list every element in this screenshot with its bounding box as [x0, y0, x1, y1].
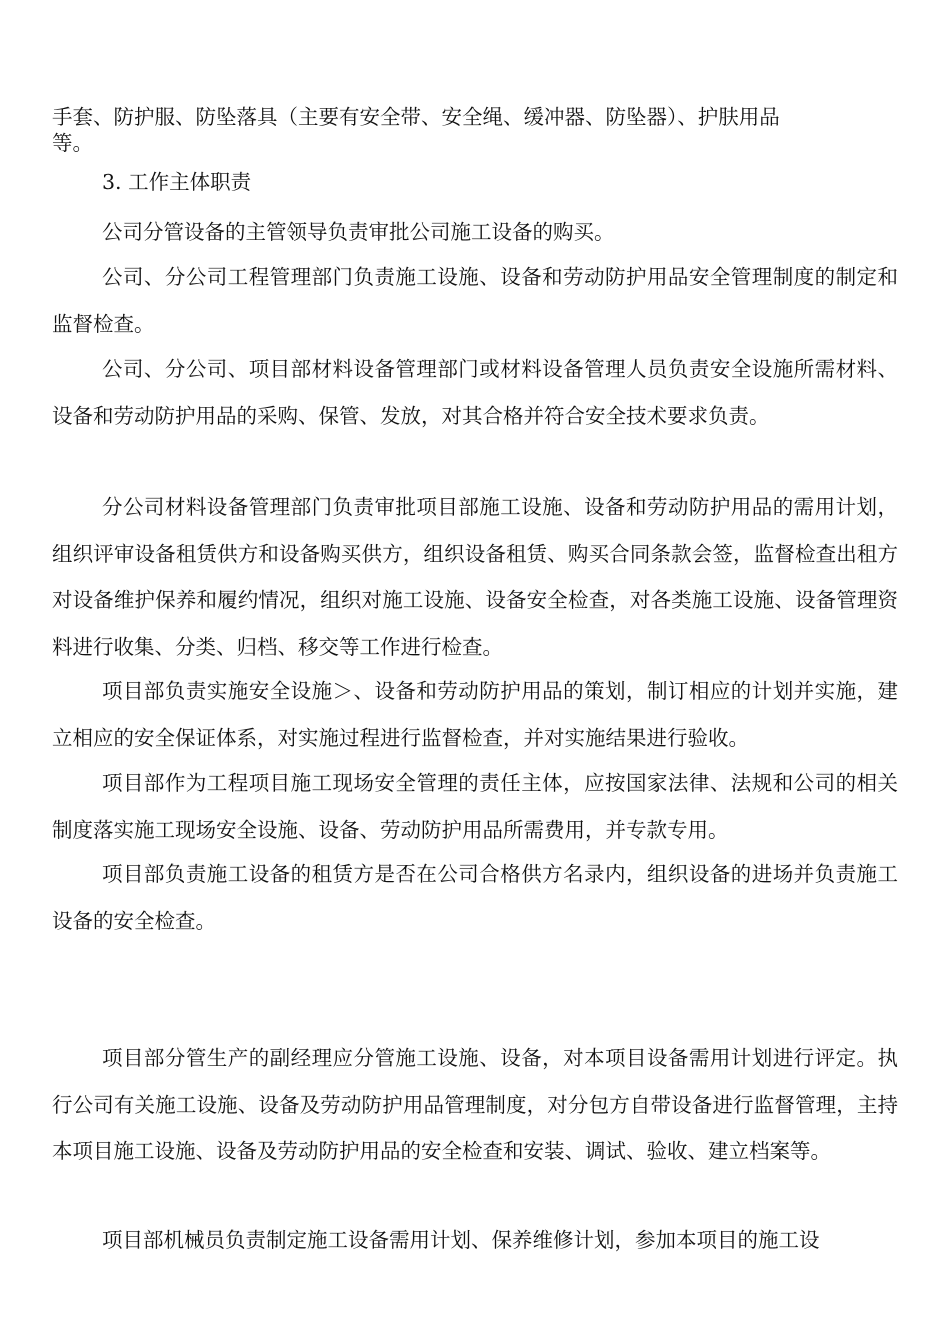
paragraph-3: 公司、分公司、项目部材料设备管理部门或材料设备管理人员负责安全设施所需材料、设备和劳动防护用品的采购、保管、发放，对其合格并符合安全技术要求负责。	[52, 357, 898, 428]
paragraph-6: 项目部作为工程项目施工现场安全管理的责任主体，应按国家法律、法规和公司的相关制度落实施工现场安全设施、设备、劳动防护用品所需费用，并专款专用。	[52, 771, 898, 842]
paragraph-8: 项目部分管生产的副经理应分管施工设施、设备，对本项目设备需用计划进行评定。执行公司有关施工设施、设备及劳动防护用品管理制度，对分包方自带设备进行监督管理，主持本项目施工设施、设备及劳动防护用品的安全检查和安装、调试、验收、建立档案等。	[52, 1046, 898, 1163]
paragraph-5: 项目部负责实施安全设施＞、设备和劳动防护用品的策划，制订相应的计划并实施，建立相应的安全保证体系，对实施过程进行监督检查，并对实施结果进行验收。	[52, 679, 898, 750]
paragraph-4: 分公司材料设备管理部门负责审批项目部施工设施、设备和劳动防护用品的需用计划，组织评审设备租赁供方和设备购买供方，组织设备租赁、购买合同条款会签，监督检查出租方对设备维护保养和履约情况，组织对施工设施、设备安全检查，对各类施工设施、设备管理资料进行收集、分类、归档、移交等工作进行检查。	[52, 495, 898, 659]
paragraph-9: 项目部机械员负责制定施工设备需用计划、保养维修计划，参加本项目的施工设	[102, 1228, 820, 1252]
paragraph-1: 公司分管设备的主管领导负责审批公司施工设备的购买。	[102, 220, 615, 244]
section-heading: 3. 工作主体职责	[102, 170, 252, 194]
paragraph-7: 项目部负责施工设备的租赁方是否在公司合格供方名录内，组织设备的进场并负责施工设备的安全检查。	[52, 862, 898, 933]
paragraph-2: 公司、分公司工程管理部门负责施工设施、设备和劳动防护用品安全管理制度的制定和监督检查。	[52, 265, 898, 336]
lead-line: 手套、防护服、防坠落具（主要有安全带、安全绳、缓冲器、防坠器）、护肤用品	[52, 105, 780, 129]
lead-line-tail: 等。	[52, 131, 93, 155]
